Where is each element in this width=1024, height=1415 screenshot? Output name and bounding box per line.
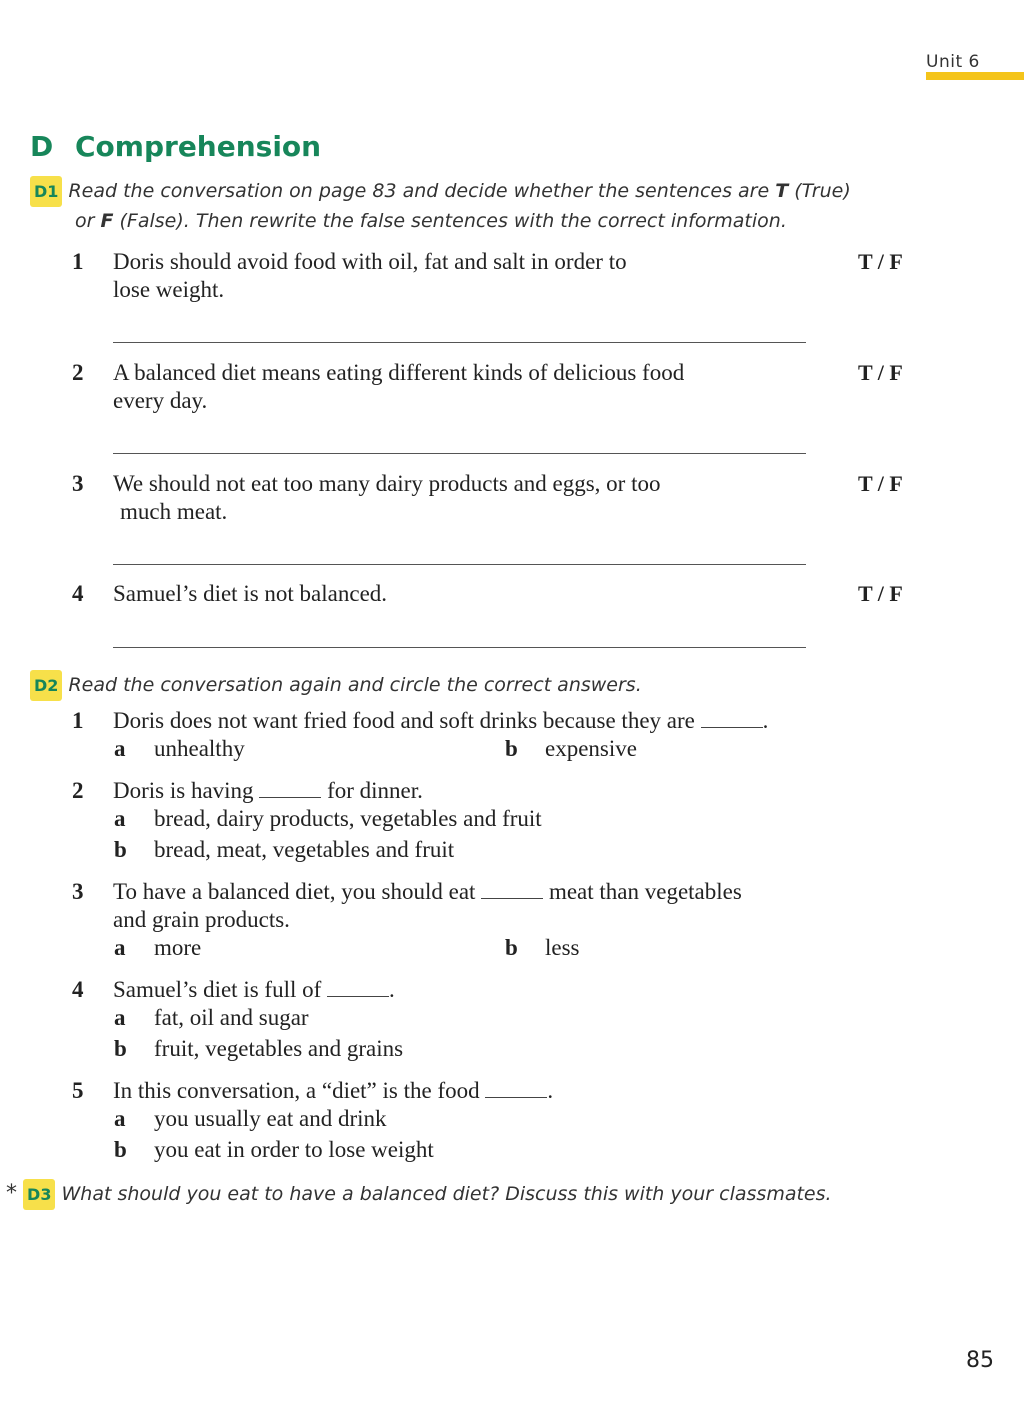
d1-item-1-line2: lose weight. — [113, 277, 225, 302]
d2-q1-text — [113, 707, 943, 735]
d1-item-3-line2: much meat. — [120, 499, 228, 524]
d1-tag: D1 — [30, 176, 62, 207]
d2-q1-option-a-label[interactable]: a — [114, 736, 126, 761]
d2-q3-number: 3 — [72, 879, 84, 904]
d2-q4-text — [113, 976, 943, 1004]
d2-q2-option-a[interactable]: bread, dairy products, vegetables and fruit — [154, 806, 542, 831]
d1-item-2-answer-line[interactable] — [113, 453, 806, 454]
d2-q1-option-b[interactable]: expensive — [545, 736, 637, 761]
d2-q4-stem: Samuel’s diet is full of — [113, 977, 322, 1002]
d2-q3-text — [113, 878, 943, 934]
d1-instruction — [30, 176, 930, 236]
d2-tag: D2 — [30, 670, 62, 701]
d1-item-4-tf[interactable]: T / F — [858, 581, 903, 606]
d1-item-2-line1: A balanced diet means eating different kinds of delicious food — [113, 360, 685, 385]
d1-item-2-number: 2 — [72, 360, 84, 385]
unit-accent-bar — [926, 72, 1024, 80]
d2-q3-blank — [481, 878, 543, 899]
d2-q4-end: . — [389, 977, 395, 1002]
d2-q3-option-a[interactable]: more — [154, 935, 202, 960]
d1-item-4-answer-line[interactable] — [113, 647, 806, 648]
d1-instruction-part1: Read the conversation on page 83 and decide whether the sentences are — [68, 180, 770, 202]
d2-q5-stem: In this conversation, a “diet” is the food — [113, 1078, 480, 1103]
page-number: 85 — [966, 1348, 994, 1373]
d1-t-bold: T — [775, 180, 789, 202]
d2-q2-stem-after: for dinner. — [327, 778, 423, 803]
d1-item-2-line2: every day. — [113, 388, 208, 413]
d1-f-bold: F — [100, 210, 114, 232]
d1-item-1-answer-line[interactable] — [113, 342, 806, 343]
d2-q2-blank — [259, 777, 321, 798]
d2-q2-stem-before: Doris is having — [113, 778, 254, 803]
d2-q5-number: 5 — [72, 1078, 84, 1103]
d2-q5-option-a-label[interactable]: a — [114, 1106, 126, 1131]
challenge-star: * — [6, 1181, 17, 1206]
d2-q2-number: 2 — [72, 778, 84, 803]
d2-instruction — [30, 670, 930, 701]
d2-q4-option-a[interactable]: fat, oil and sugar — [154, 1005, 309, 1030]
d1-item-1-text — [113, 248, 853, 304]
d2-q1-number: 1 — [72, 708, 84, 733]
d2-q2-text — [113, 777, 943, 805]
d1-instruction-part4: (False). Then rewrite the false sentences with the correct information. — [119, 210, 787, 232]
d2-q2-option-b[interactable]: bread, meat, vegetables and fruit — [154, 837, 455, 862]
d2-q4-option-b[interactable]: fruit, vegetables and grains — [154, 1036, 404, 1061]
unit-label: Unit 6 — [926, 52, 980, 72]
section-letter: D — [30, 130, 54, 163]
d1-item-3-tf[interactable]: T / F — [858, 471, 903, 496]
d2-q1-blank — [701, 707, 763, 728]
d2-q1-end: . — [762, 708, 769, 733]
d1-item-1-line1: Doris should avoid food with oil, fat and salt in order to — [113, 249, 627, 274]
d2-q3-stem-before: To have a balanced diet, you should eat — [113, 879, 476, 904]
d2-q3-option-b[interactable]: less — [545, 935, 580, 960]
d2-q5-blank — [485, 1077, 547, 1098]
d2-q4-number: 4 — [72, 977, 84, 1002]
d1-instruction-part3: or — [75, 210, 95, 232]
d2-q4-option-b-label[interactable]: b — [114, 1036, 127, 1061]
d3-tag: D3 — [23, 1179, 55, 1210]
section-title: Comprehension — [75, 130, 322, 163]
d2-q3-line2: and grain products. — [113, 907, 290, 932]
d1-item-2-text — [113, 359, 853, 415]
d2-q5-option-a[interactable]: you usually eat and drink — [154, 1106, 387, 1131]
d2-instruction-text: Read the conversation again and circle the correct answers. — [68, 674, 642, 696]
d3-instruction-text: What should you eat to have a balanced diet? Discuss this with your classmates. — [61, 1183, 832, 1205]
d1-item-3-number: 3 — [72, 471, 84, 496]
d1-item-3-text — [113, 470, 853, 526]
d2-q2-option-b-label[interactable]: b — [114, 837, 127, 862]
d1-item-4-number: 4 — [72, 581, 84, 606]
d2-q1-stem: Doris does not want fried food and soft drinks because they are — [113, 708, 695, 733]
d1-item-1-number: 1 — [72, 249, 84, 274]
d3-instruction — [6, 1179, 996, 1210]
d2-q1-option-b-label[interactable]: b — [505, 736, 518, 761]
d2-q5-option-b[interactable]: you eat in order to lose weight — [154, 1137, 434, 1162]
d1-item-3-line1: We should not eat too many dairy products and eggs, or too — [113, 471, 661, 496]
d1-item-4-text: Samuel’s diet is not balanced. — [113, 581, 388, 606]
d2-q2-option-a-label[interactable]: a — [114, 806, 126, 831]
d2-q3-stem-after: meat than vegetables — [548, 879, 742, 904]
d2-q5-end: . — [547, 1078, 554, 1103]
d2-q5-option-b-label[interactable]: b — [114, 1137, 127, 1162]
d1-item-3-answer-line[interactable] — [113, 564, 806, 565]
d2-q5-text — [113, 1077, 943, 1105]
d2-q3-option-b-label[interactable]: b — [505, 935, 518, 960]
d2-q4-blank — [327, 976, 389, 997]
d2-q1-option-a[interactable]: unhealthy — [154, 736, 245, 761]
d1-item-2-tf[interactable]: T / F — [858, 360, 903, 385]
d2-q4-option-a-label[interactable]: a — [114, 1005, 126, 1030]
d1-instruction-part2: (True) — [794, 180, 851, 202]
d1-item-1-tf[interactable]: T / F — [858, 249, 903, 274]
d2-q3-option-a-label[interactable]: a — [114, 935, 126, 960]
